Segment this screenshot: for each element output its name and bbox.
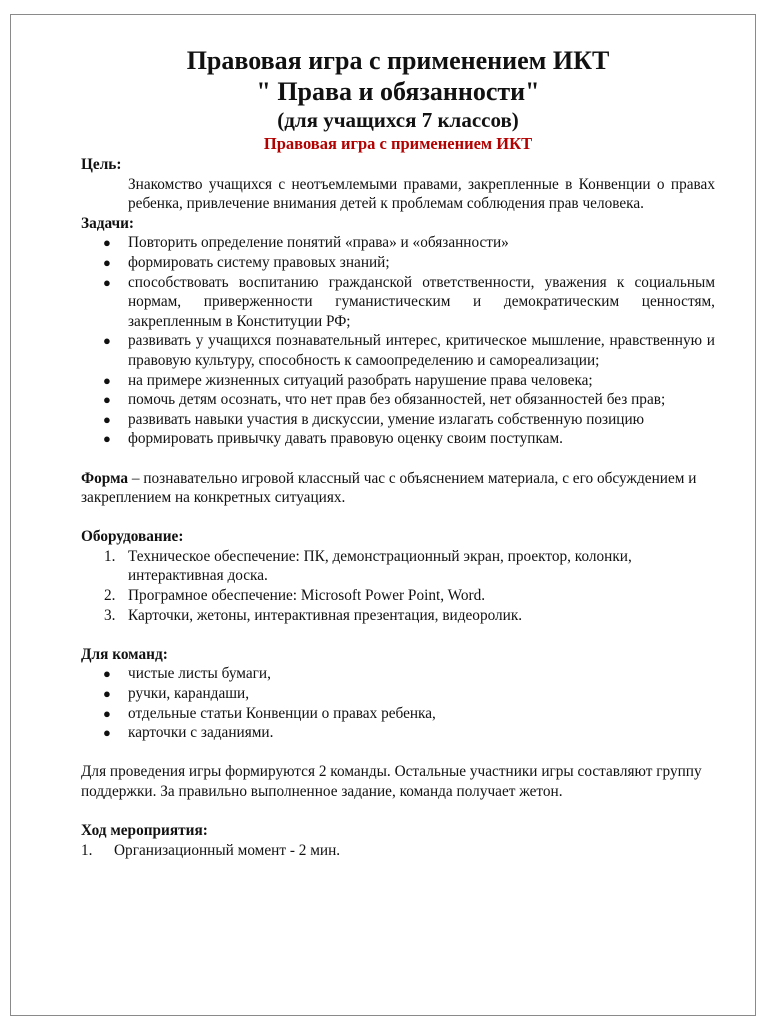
bullet-icon: ● xyxy=(103,235,111,251)
list-item xyxy=(81,331,715,370)
list-item xyxy=(81,253,715,273)
list-item xyxy=(81,664,715,684)
teams-label: Для команд: xyxy=(81,645,168,663)
list-item-text: Повторить определение понятий «права» и «обязанности» xyxy=(128,234,509,252)
bullet-icon: ● xyxy=(103,274,111,290)
conduct-paragraph: Для проведения игры формируются 2 команды. Остальные участники игры составляют группу поддержки. За правильно выполненное задание, команда получает жетон. xyxy=(81,763,702,800)
list-item xyxy=(81,684,715,704)
form-label: Форма xyxy=(81,469,129,487)
teams-list xyxy=(81,664,715,742)
subtitle-red: Правовая игра с применением ИКТ xyxy=(263,134,533,153)
spacer xyxy=(81,802,715,822)
list-item-text: чистые листы бумаги, xyxy=(128,665,271,683)
list-item-text: способствовать воспитанию гражданской ответственности, уважения к социальным нормам, приверженности гуманистическим и демократическим ценностям, закрепленным в Конституции РФ; xyxy=(128,273,715,330)
list-item xyxy=(81,704,715,724)
list-item xyxy=(81,371,715,391)
title-line-3: (для учащихся 7 классов) xyxy=(277,108,519,132)
procedure-label: Ход мероприятия: xyxy=(81,822,208,840)
form-text: – познавательно игровой классный час с объяснением материала, с его обсуждением и закреплением на конкретных ситуациях. xyxy=(81,469,697,507)
list-item xyxy=(81,233,715,253)
list-item-text: развивать навыки участия в дискуссии, умение излагать собственную позицию xyxy=(128,410,645,428)
list-number: 2. xyxy=(104,587,116,605)
form-paragraph xyxy=(81,469,715,508)
list-item xyxy=(81,390,715,410)
tasks-list xyxy=(81,233,715,449)
procedure-list xyxy=(81,841,715,861)
list-item xyxy=(81,429,715,449)
goal-label: Цель: xyxy=(81,156,122,173)
bullet-icon: ● xyxy=(103,666,111,682)
bullet-icon: ● xyxy=(103,392,111,408)
list-item-text: отдельные статьи Конвенции о правах ребенка, xyxy=(128,704,436,722)
equipment-list xyxy=(81,547,715,625)
list-item-text: ручки, карандаши, xyxy=(128,685,250,703)
list-item-text: на примере жизненных ситуаций разобрать нарушение права человека; xyxy=(128,371,593,389)
list-item xyxy=(81,547,715,586)
equipment-label: Оборудование: xyxy=(81,528,184,546)
list-item-text: Техническое обеспечение: ПК, демонстрационный экран, проектор, колонки, интерактивная доска. xyxy=(128,547,632,585)
document-content xyxy=(81,45,715,860)
title-line-1: Правовая игра с применением ИКТ xyxy=(186,46,610,75)
bullet-icon: ● xyxy=(103,333,111,349)
bullet-icon: ● xyxy=(103,705,111,721)
title-line-2: " Права и обязанности" xyxy=(256,77,540,106)
list-item-text: Карточки, жетоны, интерактивная презентация, видеоролик. xyxy=(128,606,523,624)
bullet-icon: ● xyxy=(103,372,111,388)
bullet-icon: ● xyxy=(103,725,111,741)
goal-text: Знакомство учащихся с неотъемлемыми правами, закрепленные в Конвенции о правах ребенка, привлечение внимания детей к проблемам соблюдения прав человека. xyxy=(128,175,715,213)
list-item-text: помочь детям осознать, что нет прав без обязанностей, нет обязанностей без прав; xyxy=(128,391,666,409)
list-number: 3. xyxy=(104,606,116,624)
bullet-icon: ● xyxy=(103,431,111,447)
spacer xyxy=(81,449,715,469)
list-item-text: Програмное обеспечение: Microsoft Power Point, Word. xyxy=(128,587,486,605)
bullet-icon: ● xyxy=(103,686,111,702)
spacer xyxy=(81,508,715,528)
list-item-text: формировать систему правовых знаний; xyxy=(128,253,390,271)
list-item-text: Организационный момент - 2 мин. xyxy=(114,841,341,859)
list-item xyxy=(81,841,715,861)
tasks-label: Задачи: xyxy=(81,214,135,232)
bullet-icon: ● xyxy=(103,411,111,427)
spacer xyxy=(81,625,715,645)
list-item xyxy=(81,586,715,606)
list-item-text: развивать у учащихся познавательный интерес, критическое мышление, нравственную и правовую культуру, способность к самоопределению и самореализации; xyxy=(128,332,715,369)
list-item-text: формировать привычку давать правовую оценку своим поступкам. xyxy=(128,430,563,448)
document-page xyxy=(10,14,756,1016)
list-item-text: карточки с заданиями. xyxy=(128,724,274,742)
list-number: 1. xyxy=(104,547,116,565)
bullet-icon: ● xyxy=(103,254,111,270)
list-number: 1. xyxy=(81,841,93,859)
spacer xyxy=(81,743,715,763)
list-item xyxy=(81,606,715,626)
list-item xyxy=(81,273,715,332)
list-item xyxy=(81,723,715,743)
list-item xyxy=(81,410,715,430)
